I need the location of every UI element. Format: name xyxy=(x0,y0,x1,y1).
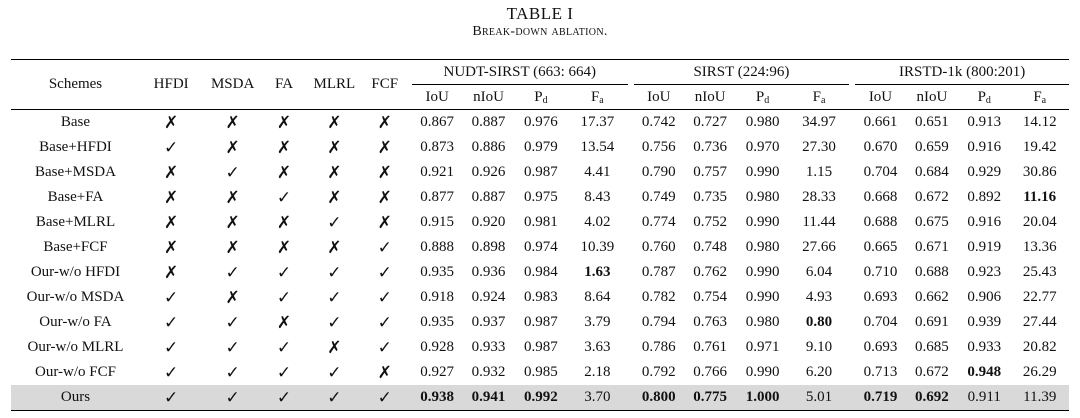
cross-icon: ✗ xyxy=(164,162,179,182)
metric-value-cell: 0.790 xyxy=(641,164,676,180)
table-caption-title: TABLE I xyxy=(506,4,574,23)
metric-value-cell: 0.742 xyxy=(641,114,676,130)
cross-icon: ✗ xyxy=(225,287,240,307)
metric-value-cell: 11.39 xyxy=(1010,385,1069,411)
cross-icon: ✗ xyxy=(327,162,342,182)
metric-value-cell: 0.892 xyxy=(967,189,1002,205)
metric-value-cell: 0.939 xyxy=(967,314,1002,330)
metric-value-cell: 0.932 xyxy=(471,364,506,380)
metric-header-fa: $F_a$ xyxy=(1010,85,1069,110)
metric-value-cell: 0.911 xyxy=(958,385,1010,411)
scheme-cell: Our-w/o FA xyxy=(39,314,112,330)
table-row xyxy=(11,360,1069,385)
metric-value-cell: 0.984 xyxy=(524,264,558,280)
check-icon: ✓ xyxy=(276,337,292,357)
metric-value-cell: 0.920 xyxy=(471,214,506,230)
metric-value-cell: 0.867 xyxy=(420,114,455,130)
metric-value-cell: 0.913 xyxy=(967,114,1002,130)
metric-value-cell: 0.792 xyxy=(641,364,676,380)
metric-value-cell: 0.665 xyxy=(863,239,898,255)
metric-value-cell: 0.675 xyxy=(914,214,949,230)
table-row xyxy=(11,160,1069,185)
metric-value-cell: 28.33 xyxy=(802,189,836,205)
scheme-cell: Ours xyxy=(11,385,140,411)
scheme-cell: Base+MLRL xyxy=(35,214,116,230)
check-icon: ✓ xyxy=(225,162,240,182)
metric-value-cell: 20.82 xyxy=(1022,339,1057,355)
check-icon: ✓ xyxy=(327,312,342,332)
check-icon: ✓ xyxy=(164,337,179,357)
metric-value-cell: 0.928 xyxy=(420,339,455,355)
metric-value-cell: 0.787 xyxy=(641,264,676,280)
table-row xyxy=(11,210,1069,235)
metric-value-cell: 0.651 xyxy=(914,114,949,130)
scheme-cell: Base xyxy=(60,114,91,130)
cross-icon: ✗ xyxy=(327,112,342,132)
metric-value-cell: 0.710 xyxy=(863,264,898,280)
metric-value-cell: 34.97 xyxy=(802,114,836,130)
metric-value-cell: 0.693 xyxy=(863,339,898,355)
metric-value-cell: 0.924 xyxy=(471,289,506,305)
cross-icon: ✗ xyxy=(276,312,292,332)
cross-icon: ✗ xyxy=(225,212,240,232)
check-icon: ✓ xyxy=(364,385,406,411)
metric-value-cell: 0.916 xyxy=(967,214,1002,230)
cross-icon: ✗ xyxy=(225,112,240,132)
check-icon: ✓ xyxy=(377,287,392,307)
metric-value-cell: 13.36 xyxy=(1022,239,1057,255)
scheme-cell: Our-w/o MLRL xyxy=(27,339,124,355)
metric-value-cell: 0.873 xyxy=(420,139,455,155)
metric-value-cell: 4.93 xyxy=(805,289,833,305)
metric-value-cell: 0.752 xyxy=(693,214,728,230)
metric-value-cell: 0.782 xyxy=(641,289,676,305)
metric-value-cell: 25.43 xyxy=(1022,264,1057,280)
metric-value-cell: 1.15 xyxy=(805,164,833,180)
metric-value-cell: 0.887 xyxy=(471,114,506,130)
metric-value-cell: 0.774 xyxy=(641,214,676,230)
metric-value-cell: 9.10 xyxy=(805,339,833,355)
metric-value-cell: 0.915 xyxy=(420,214,455,230)
metric-value-cell: 0.727 xyxy=(693,114,728,130)
metric-value-cell: 0.887 xyxy=(471,189,506,205)
cross-icon: ✗ xyxy=(276,162,292,182)
metric-value-cell: 8.64 xyxy=(584,289,611,305)
metric-value-cell: 0.935 xyxy=(420,314,455,330)
metric-value-cell: 0.688 xyxy=(863,214,898,230)
metric-value-cell: 0.980 xyxy=(745,189,780,205)
metric-value-cell: 0.749 xyxy=(641,189,676,205)
metric-header-niou: nIoU xyxy=(462,85,514,110)
metric-value-cell: 0.756 xyxy=(641,139,676,155)
table-row xyxy=(11,310,1069,335)
metric-header-niou: nIoU xyxy=(906,85,958,110)
check-icon: ✓ xyxy=(202,385,262,411)
metric-value-cell: 0.935 xyxy=(420,264,455,280)
metric-value-cell: 0.662 xyxy=(914,289,949,305)
check-icon: ✓ xyxy=(164,362,179,382)
metric-header-iou: IoU xyxy=(412,85,462,110)
metric-value-cell: 0.990 xyxy=(745,289,780,305)
scheme-cell: Our-w/o FCF xyxy=(34,364,116,380)
check-icon: ✓ xyxy=(276,287,292,307)
scheme-cell: Base+MSDA xyxy=(34,164,116,180)
cross-icon: ✗ xyxy=(327,337,342,357)
metric-value-cell: 0.948 xyxy=(967,364,1002,380)
metric-value-cell: 27.30 xyxy=(802,139,836,155)
check-icon: ✓ xyxy=(327,287,342,307)
metric-value-cell: 14.12 xyxy=(1022,114,1057,130)
metric-value-cell: 0.971 xyxy=(745,339,780,355)
metric-value-cell: 0.735 xyxy=(693,189,728,205)
metric-value-cell: 0.685 xyxy=(914,339,949,355)
check-icon: ✓ xyxy=(225,262,240,282)
metric-value-cell: 0.981 xyxy=(524,214,558,230)
cross-icon: ✗ xyxy=(225,237,240,257)
metric-value-cell: 10.39 xyxy=(580,239,615,255)
cross-icon: ✗ xyxy=(276,212,292,232)
metric-value-cell: 0.987 xyxy=(524,314,558,330)
cross-icon: ✗ xyxy=(164,187,179,207)
metric-value-cell: 0.786 xyxy=(641,339,676,355)
metric-value-cell: 0.923 xyxy=(967,264,1002,280)
metric-value-cell: 0.980 xyxy=(745,114,780,130)
metric-value-cell: 0.926 xyxy=(471,164,506,180)
metric-value-cell: 0.987 xyxy=(524,164,558,180)
metric-value-cell: 0.985 xyxy=(524,364,558,380)
metric-header-pd: $P_d$ xyxy=(515,85,567,110)
metric-value-cell: 0.938 xyxy=(412,385,462,411)
metric-value-cell: 13.54 xyxy=(580,139,615,155)
cross-icon: ✗ xyxy=(377,112,392,132)
metric-value-cell: 0.672 xyxy=(914,364,949,380)
metric-value-cell: 1.000 xyxy=(736,385,788,411)
metric-value-cell: 0.691 xyxy=(914,314,949,330)
metric-value-cell: 0.990 xyxy=(745,264,780,280)
check-icon: ✓ xyxy=(164,312,179,332)
check-icon: ✓ xyxy=(140,385,202,411)
check-icon: ✓ xyxy=(276,362,292,382)
check-icon: ✓ xyxy=(164,287,179,307)
table-row xyxy=(11,285,1069,310)
metric-value-cell: 17.37 xyxy=(580,114,615,130)
cross-icon: ✗ xyxy=(327,187,342,207)
check-icon: ✓ xyxy=(276,187,292,207)
metric-value-cell: 0.990 xyxy=(745,364,780,380)
metric-header-fa: $F_a$ xyxy=(789,85,850,110)
metric-value-cell: 27.44 xyxy=(1022,314,1057,330)
metric-value-cell: 0.990 xyxy=(745,214,780,230)
metric-value-cell: 0.766 xyxy=(693,364,728,380)
table-body xyxy=(11,110,1069,411)
metric-value-cell: 0.927 xyxy=(420,364,455,380)
scheme-cell: Base+FA xyxy=(47,189,104,205)
metric-header-niou: nIoU xyxy=(684,85,736,110)
column-header-hfdi: HFDI xyxy=(140,60,202,110)
metric-value-cell: 11.16 xyxy=(1023,189,1057,205)
metric-value-cell: 0.670 xyxy=(863,139,898,155)
metric-value-cell: 0.916 xyxy=(967,139,1002,155)
metric-value-cell: 0.980 xyxy=(745,239,780,255)
table-row xyxy=(11,135,1069,160)
metric-value-cell: 0.704 xyxy=(863,314,898,330)
metric-value-cell: 0.719 xyxy=(855,385,905,411)
metric-value-cell: 3.70 xyxy=(567,385,627,411)
scheme-cell: Our-w/o MSDA xyxy=(26,289,125,305)
metric-value-cell: 4.02 xyxy=(584,214,611,230)
metric-value-cell: 0.775 xyxy=(684,385,736,411)
metric-value-cell: 0.800 xyxy=(634,385,684,411)
cross-icon: ✗ xyxy=(164,262,179,282)
metric-header-iou: IoU xyxy=(634,85,684,110)
metric-value-cell: 0.671 xyxy=(914,239,949,255)
cross-icon: ✗ xyxy=(327,137,342,157)
table-caption-subtitle: Break-down ablation. xyxy=(472,24,608,39)
cross-icon: ✗ xyxy=(164,212,179,232)
metric-value-cell: 0.692 xyxy=(906,385,958,411)
metric-value-cell: 0.760 xyxy=(641,239,676,255)
metric-value-cell: 0.688 xyxy=(914,264,949,280)
metric-value-cell: 0.704 xyxy=(863,164,898,180)
metric-header-fa: $F_a$ xyxy=(567,85,627,110)
ablation-table xyxy=(11,59,1069,411)
cross-icon: ✗ xyxy=(225,137,240,157)
metric-value-cell: 27.66 xyxy=(802,239,836,255)
cross-icon: ✗ xyxy=(377,362,392,382)
metric-value-cell: 0.992 xyxy=(515,385,567,411)
cross-icon: ✗ xyxy=(276,137,292,157)
metric-value-cell: 0.941 xyxy=(462,385,514,411)
cross-icon: ✗ xyxy=(377,137,392,157)
metric-value-cell: 0.933 xyxy=(967,339,1002,355)
scheme-cell: Base+FCF xyxy=(43,239,108,255)
metric-value-cell: 0.918 xyxy=(420,289,455,305)
check-icon: ✓ xyxy=(225,312,240,332)
metric-value-cell: 0.898 xyxy=(471,239,506,255)
metric-value-cell: 0.877 xyxy=(420,189,455,205)
metric-value-cell: 0.888 xyxy=(420,239,455,255)
check-icon: ✓ xyxy=(225,362,240,382)
metric-value-cell: 0.976 xyxy=(524,114,558,130)
metric-value-cell: 0.661 xyxy=(863,114,898,130)
cross-icon: ✗ xyxy=(225,187,240,207)
metric-value-cell: 6.20 xyxy=(805,364,833,380)
metric-value-cell: 0.693 xyxy=(863,289,898,305)
metric-value-cell: 30.86 xyxy=(1022,164,1057,180)
header-row-datasets xyxy=(11,60,1069,85)
check-icon: ✓ xyxy=(225,337,240,357)
metric-value-cell: 20.04 xyxy=(1022,214,1057,230)
metric-header-pd: $P_d$ xyxy=(958,85,1010,110)
cross-icon: ✗ xyxy=(276,237,292,257)
metric-value-cell: 0.906 xyxy=(967,289,1002,305)
metric-value-cell: 0.713 xyxy=(863,364,898,380)
table-row xyxy=(11,385,1069,411)
check-icon: ✓ xyxy=(377,237,392,257)
check-icon: ✓ xyxy=(327,212,342,232)
metric-value-cell: 0.970 xyxy=(745,139,780,155)
table-row xyxy=(11,185,1069,210)
metric-value-cell: 0.659 xyxy=(914,139,949,155)
check-icon: ✓ xyxy=(263,385,305,411)
metric-value-cell: 0.919 xyxy=(967,239,1002,255)
cross-icon: ✗ xyxy=(276,112,292,132)
metric-value-cell: 8.43 xyxy=(584,189,611,205)
metric-value-cell: 1.63 xyxy=(584,264,611,280)
metric-value-cell: 0.979 xyxy=(524,139,558,155)
cross-icon: ✗ xyxy=(377,212,392,232)
metric-value-cell: 0.668 xyxy=(863,189,898,205)
cross-icon: ✗ xyxy=(327,237,342,257)
table-row xyxy=(11,335,1069,360)
check-icon: ✓ xyxy=(377,337,392,357)
metric-value-cell: 3.63 xyxy=(584,339,611,355)
metric-value-cell: 0.987 xyxy=(524,339,558,355)
metric-value-cell: 0.933 xyxy=(471,339,506,355)
metric-value-cell: 4.41 xyxy=(584,164,611,180)
cross-icon: ✗ xyxy=(164,237,179,257)
dataset-header-irstd-1k: IRSTD-1k (800:201) xyxy=(855,60,1069,85)
metric-value-cell: 19.42 xyxy=(1022,139,1057,155)
metric-value-cell: 0.754 xyxy=(693,289,728,305)
column-header-fa: FA xyxy=(263,60,305,110)
table-row xyxy=(11,260,1069,285)
check-icon: ✓ xyxy=(377,262,392,282)
check-icon: ✓ xyxy=(305,385,363,411)
metric-value-cell: 0.980 xyxy=(745,314,780,330)
metric-value-cell: 0.794 xyxy=(641,314,676,330)
table-row xyxy=(11,110,1069,136)
metric-value-cell: 0.684 xyxy=(914,164,949,180)
check-icon: ✓ xyxy=(327,262,342,282)
dataset-header-sirst: SIRST (224:96) xyxy=(634,60,850,85)
metric-value-cell: 26.29 xyxy=(1022,364,1057,380)
cross-icon: ✗ xyxy=(377,162,392,182)
metric-value-cell: 0.983 xyxy=(524,289,558,305)
column-header-msda: MSDA xyxy=(202,60,262,110)
metric-value-cell: 3.79 xyxy=(584,314,611,330)
metric-value-cell: 0.936 xyxy=(471,264,506,280)
metric-value-cell: 0.974 xyxy=(524,239,558,255)
check-icon: ✓ xyxy=(327,362,342,382)
column-header-mlrl: MLRL xyxy=(305,60,363,110)
cross-icon: ✗ xyxy=(377,187,392,207)
metric-value-cell: 0.937 xyxy=(471,314,506,330)
metric-value-cell: 0.757 xyxy=(693,164,728,180)
metric-value-cell: 0.886 xyxy=(471,139,506,155)
cross-icon: ✗ xyxy=(164,112,179,132)
metric-value-cell: 0.929 xyxy=(967,164,1002,180)
scheme-cell: Base+HFDI xyxy=(39,139,112,155)
metric-header-pd: $P_d$ xyxy=(736,85,788,110)
metric-value-cell: 0.736 xyxy=(693,139,728,155)
metric-value-cell: 11.44 xyxy=(802,214,836,230)
metric-value-cell: 0.921 xyxy=(420,164,455,180)
metric-value-cell: 6.04 xyxy=(805,264,833,280)
metric-value-cell: 5.01 xyxy=(789,385,850,411)
metric-value-cell: 0.975 xyxy=(524,189,558,205)
metric-value-cell: 0.80 xyxy=(805,314,833,330)
check-icon: ✓ xyxy=(164,137,179,157)
metric-value-cell: 22.77 xyxy=(1022,289,1057,305)
check-icon: ✓ xyxy=(377,312,392,332)
metric-value-cell: 0.672 xyxy=(914,189,949,205)
metric-value-cell: 0.748 xyxy=(693,239,728,255)
check-icon: ✓ xyxy=(276,262,292,282)
metric-value-cell: 0.763 xyxy=(693,314,728,330)
metric-value-cell: 2.18 xyxy=(584,364,611,380)
column-header-schemes: Schemes xyxy=(11,60,140,110)
table-row xyxy=(11,235,1069,260)
dataset-header-nudt-sirst: NUDT-SIRST (663: 664) xyxy=(412,60,628,85)
metric-value-cell: 0.990 xyxy=(745,164,780,180)
metric-value-cell: 0.761 xyxy=(693,339,728,355)
metric-header-iou: IoU xyxy=(855,85,905,110)
scheme-cell: Our-w/o HFDI xyxy=(30,264,121,280)
column-header-fcf: FCF xyxy=(364,60,406,110)
metric-value-cell: 0.762 xyxy=(693,264,728,280)
